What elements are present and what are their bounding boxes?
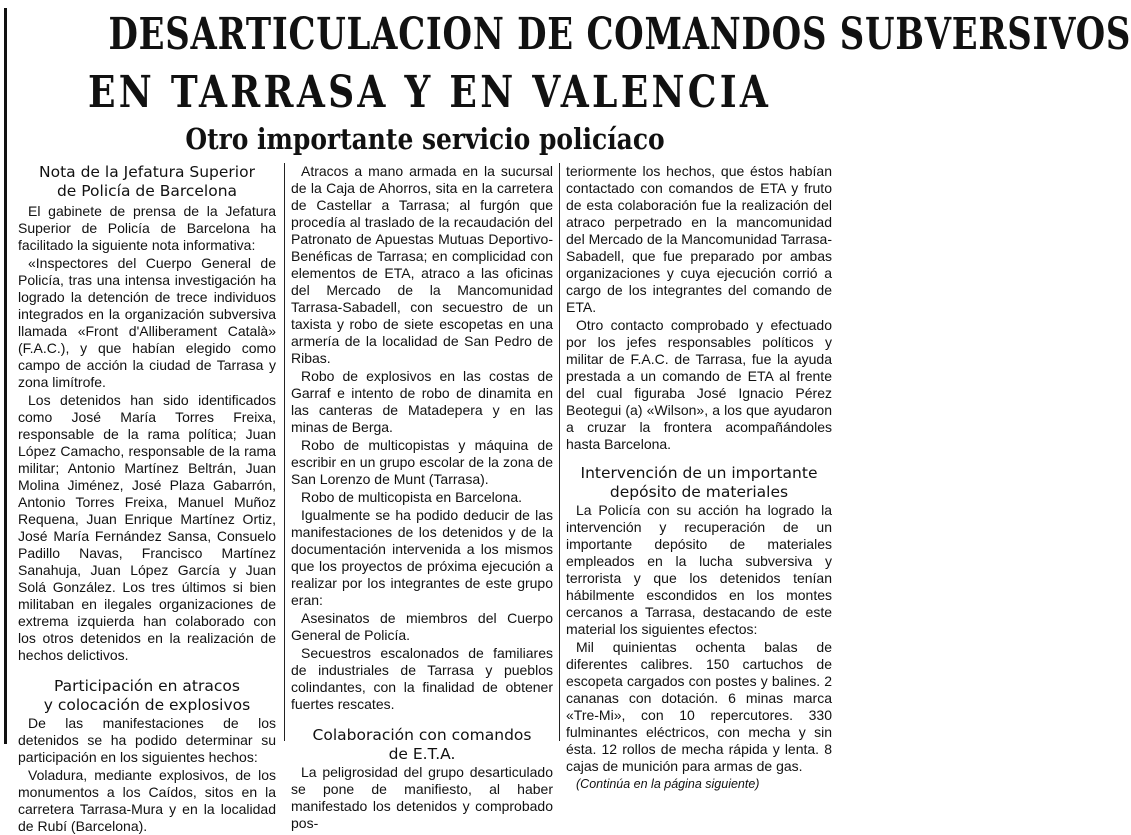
paragraph: Mil quinientas ochenta balas de diferentes calibres. 150 cartuchos de escopeta cargados con postes y balines. 2 cananas con dotación. 6 minas marca «Tre-Mi», con 10 repercutores. 330 fulminantes eléctricos, con mecha y sin ésta. 12 rollos de mecha rápida y lenta. 8 cajas de munición para armas de gas.: [566, 639, 832, 774]
headline-line-1: DESARTICULACION DE COMANDOS SUBVERSIVOS: [108, 9, 1131, 60]
column-3: [566, 163, 832, 791]
column-rule-2: [559, 163, 560, 741]
column-rule-1: [284, 163, 285, 741]
headline-line-2: EN TARRASA Y EN VALENCIA: [87, 67, 772, 118]
paragraph: Robo de multicopista en Barcelona.: [301, 489, 523, 505]
section-title-jefatura-2: de Policía de Barcelona: [56, 182, 238, 200]
section-title-atracos-1: Participación en atracos: [54, 677, 240, 695]
paragraph: Otro contacto comprobado y efectuado por los jefes responsables políticos y militar de F.A.C. de Tarrasa, fue la ayuda prestada a un comando de ETA al frente del cual figuraba José Ignacio Pérez Beotegui (a) «Wilson», a los que ayudaron a cruzar la frontera acompañándoles hasta Barcelona.: [566, 317, 832, 452]
column-1: [18, 163, 276, 834]
section-title-jefatura-1: Nota de la Jefatura Superior: [39, 163, 255, 181]
paragraph: Robo de multicopistas y máquina de escribir en un grupo escolar de la zona de San Lorenzo de Munt (Tarrasa).: [291, 437, 553, 487]
section-title-atracos-2: y colocación de explosivos: [43, 696, 251, 714]
paragraph: El gabinete de prensa de la Jefatura Superior de Policía de Barcelona ha facilitado la siguiente nota informativa:: [18, 203, 276, 253]
subheadline: Otro importante servicio policíaco: [185, 122, 665, 156]
continued-note: (Continúa en la página siguiente): [576, 777, 760, 791]
column-2: [291, 163, 553, 831]
section-title-eta-1: Colaboración con comandos: [312, 726, 532, 744]
paragraph: La peligrosidad del grupo desarticulado se pone de manifiesto, al haber manifestado los detenidos y comprobado pos-: [291, 764, 553, 831]
paragraph: Atracos a mano armada en la sucursal de la Caja de Ahorros, sita en la carretera de Castellar a Tarrasa; al furgón que procedía al traslado de la recaudación del Patronato de Apuestas Mutuas Deportivo-Benéficas de Tarrasa; en complicidad con elementos de ETA, atraco a las oficinas del Mercado de la Mancomunidad Tarrasa-Sabadell, con secuestro de un taxista y robo de siete escopetas en una armería de la localidad de San Pedro de Ribas.: [291, 163, 553, 366]
paragraph: Igualmente se ha podido deducir de las manifestaciones de los detenidos y de la documentación intervenida a los mismos que los proyectos de próxima ejecución a realizar por los integrantes de este grupo eran:: [291, 507, 553, 608]
paragraph: «Inspectores del Cuerpo General de Policía, tras una intensa investigación ha logrado la detención de trece individuos integrados en la organización subversiva llamada «Front d'Alliberament Català» (F.A.C.), y que habían elegido como campo de acción la ciudad de Tarrasa y zona limítrofe.: [18, 255, 276, 390]
section-title-eta-2: de E.T.A.: [388, 745, 456, 763]
paragraph: Robo de explosivos en las costas de Garraf e intento de robo de dinamita en las canteras de Matadepera y en las minas de Berga.: [291, 368, 553, 435]
paragraph: Voladura, mediante explosivos, de los monumentos a los Caídos, sitos en la carretera Tarrasa-Mura y en la localidad de Rubí (Barcelona).: [18, 767, 276, 834]
section-title-deposito-1: Intervención de un importante: [580, 464, 818, 482]
paragraph: Secuestros escalonados de familiares de industriales de Tarrasa y pueblos colindantes, con la finalidad de obtener fuertes rescates.: [291, 645, 553, 712]
paragraph: La Policía con su acción ha logrado la intervención y recuperación de un importante depósito de materiales empleados en la lucha subversiva y terrorista y que los detenidos tenían hábilmente escondidos en los montes cercanos a Tarrasa, destacando de este material los siguientes efectos:: [566, 502, 832, 637]
left-border-rule: [4, 8, 7, 744]
section-title-deposito-2: depósito de materiales: [609, 483, 789, 501]
paragraph: Los detenidos han sido identificados como José María Torres Freixa, responsable de la rama política; Juan López Camacho, responsable de la rama militar; Antonio Martínez Beltrán, Juan Molina Jiménez, José Plaza Gabarrón, Antonio Torres Freixa, Manuel Muñoz Requena, Juan Enrique Martínez Ortiz, José María Fernández Sansa, Consuelo Padillo Navas, Francisco Martínez Sanahuja, Juan López García y Juan Solá González. Los tres últimos si bien militaban en ilegales organizaciones de extrema izquierda han colaborado con los otros detenidos en la realización de hechos delictivos.: [18, 392, 276, 663]
paragraph: Asesinatos de miembros del Cuerpo General de Policía.: [291, 610, 553, 643]
paragraph: teriormente los hechos, que éstos habían contactado con comandos de ETA y fruto de esta colaboración fue la realización del atraco perpetrado en la mancomunidad del Mercado de la Mancomunidad Tarrasa-Sabadell, que fue preparado por ambas organizaciones y cuya ejecución corrió a cargo de los integrantes del comando de ETA.: [566, 163, 832, 315]
paragraph: De las manifestaciones de los detenidos se ha podido determinar su participación en los siguientes hechos:: [18, 715, 276, 765]
